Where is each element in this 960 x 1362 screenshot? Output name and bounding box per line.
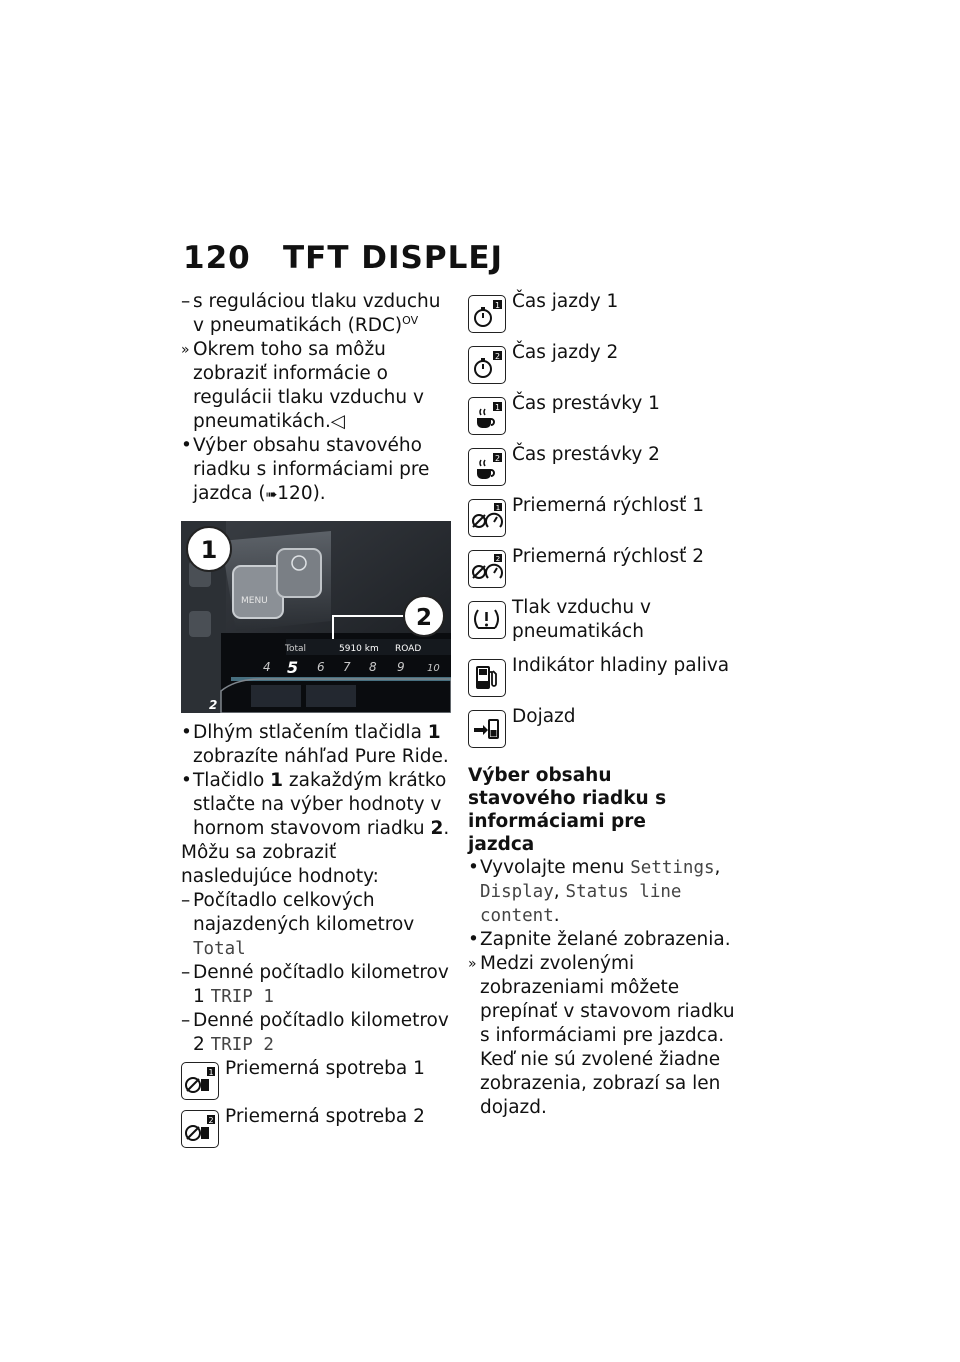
svg-text:2: 2 bbox=[494, 454, 501, 463]
list-item: – Počítadlo celkových najazdených kilometrov Total bbox=[181, 890, 415, 959]
break-time-1-icon bbox=[468, 397, 506, 435]
svg-text:2: 2 bbox=[208, 1116, 214, 1125]
icon-label: Čas prestávky 2 bbox=[512, 444, 660, 465]
icon-row bbox=[181, 1105, 453, 1153]
icon-row bbox=[468, 290, 768, 341]
chapter-title: TFT DISPLEJ bbox=[283, 240, 504, 276]
icon-label: Priemerná spotreba 1 bbox=[225, 1058, 425, 1079]
section-heading: Výber obsahu stavového riadku s informáciami pre jazdca bbox=[468, 765, 667, 855]
page-reference-arrow-icon: ➠ bbox=[265, 487, 278, 503]
avg-speed-2-icon bbox=[468, 550, 506, 588]
icon-row bbox=[468, 494, 768, 545]
gear-label: 6 bbox=[317, 660, 325, 674]
gear-label: 10 bbox=[427, 663, 440, 674]
callout-2: 2 bbox=[415, 605, 433, 631]
bullet-item: • Výber obsahu stavového riadku s informáciami pre jazdca (➠120). bbox=[181, 435, 430, 504]
bullet-item: • Tlačidlo 1 zakaždým krátko stlačte na výber hodnoty v hornom stavovom riadku 2. bbox=[181, 770, 450, 839]
gear-label: 5 bbox=[287, 658, 299, 677]
icon-label: Čas jazdy 2 bbox=[512, 342, 619, 363]
icon-row bbox=[468, 545, 768, 596]
fuel-level-icon bbox=[468, 659, 506, 697]
photo-km-label: 5910 km bbox=[339, 644, 379, 654]
range-icon bbox=[468, 710, 506, 748]
svg-text:2: 2 bbox=[494, 352, 501, 361]
icon-label: Čas prestávky 1 bbox=[512, 393, 660, 414]
icon-row bbox=[181, 1057, 453, 1105]
end-marker-icon: ◁ bbox=[330, 411, 346, 432]
result-item: » Okrem toho sa môžu zobraziť informácie o regulácii tlaku vzduchu v pneumatikách.◁ bbox=[181, 339, 424, 432]
icon-label: Priemerná spotreba 2 bbox=[225, 1106, 425, 1127]
tire-pressure-icon bbox=[468, 601, 506, 639]
gear-label: 8 bbox=[369, 660, 377, 674]
avg-consumption-1-icon bbox=[181, 1062, 219, 1100]
photo-total-label: Total bbox=[285, 644, 307, 654]
icon-label: Dojazd bbox=[512, 706, 576, 727]
right-column bbox=[468, 290, 768, 1120]
list-item: – s reguláciou tlaku vzduchu v pneumatikách (RDC)$^{OV}$ bbox=[181, 291, 441, 336]
svg-text:2: 2 bbox=[495, 555, 501, 563]
photo-corner-label: 2 bbox=[209, 698, 218, 712]
svg-text:1: 1 bbox=[494, 403, 501, 412]
break-time-2-icon bbox=[468, 448, 506, 486]
photo-mode-label: ROAD bbox=[395, 644, 422, 654]
icon-label: Priemerná rýchlosť 1 bbox=[512, 495, 705, 516]
callout-1: 1 bbox=[200, 536, 218, 564]
list-item: – Denné počítadlo kilometrov 1 TRIP 1 bbox=[181, 962, 449, 1007]
icon-row bbox=[468, 596, 768, 654]
left-column bbox=[181, 290, 453, 1153]
page-number: 120 bbox=[183, 240, 251, 276]
ride-time-1-icon bbox=[468, 295, 506, 333]
icon-label: Priemerná rýchlosť 2 bbox=[512, 546, 705, 567]
list-item: – Denné počítadlo kilometrov 2 TRIP 2 bbox=[181, 1010, 449, 1055]
bullet-item: • Vyvolajte menu Settings, Display, Status line content. bbox=[468, 857, 721, 926]
result-item: » Medzi zvolenými zobrazeniami môžete prepínať v stavovom riadku s informáciami pre jazdca. Keď nie sú zvolené žiadne zobrazenia, zobrazí sa len dojazd. bbox=[468, 953, 735, 1118]
icon-label: Indikátor hladiny paliva bbox=[512, 655, 730, 676]
bullet-item: • Dlhým stlačením tlačidla 1 zobrazíte náhľad Pure Ride. bbox=[181, 722, 449, 767]
icon-row bbox=[468, 705, 768, 756]
gear-label: 7 bbox=[343, 660, 351, 674]
icon-label: Čas jazdy 1 bbox=[512, 291, 619, 312]
svg-text:1: 1 bbox=[208, 1068, 214, 1077]
icon-row bbox=[468, 654, 768, 705]
ride-time-2-icon bbox=[468, 346, 506, 384]
avg-speed-1-icon bbox=[468, 499, 506, 537]
svg-text:1: 1 bbox=[494, 301, 501, 310]
bullet-item: • Zapnite želané zobrazenia. bbox=[468, 929, 731, 950]
avg-consumption-2-icon bbox=[181, 1110, 219, 1148]
icon-row bbox=[468, 341, 768, 392]
svg-text:1: 1 bbox=[495, 504, 501, 512]
gear-label: 4 bbox=[263, 660, 271, 674]
icon-label: Tlak vzduchu v pneumatikách bbox=[512, 597, 651, 642]
gear-label: 9 bbox=[397, 660, 405, 674]
paragraph: Môžu sa zobraziť nasledujúce hodnoty: bbox=[181, 842, 379, 887]
icon-row bbox=[468, 443, 768, 494]
svg-text:MENU: MENU bbox=[241, 596, 268, 606]
icon-row bbox=[468, 392, 768, 443]
handlebar-photo bbox=[181, 521, 451, 713]
